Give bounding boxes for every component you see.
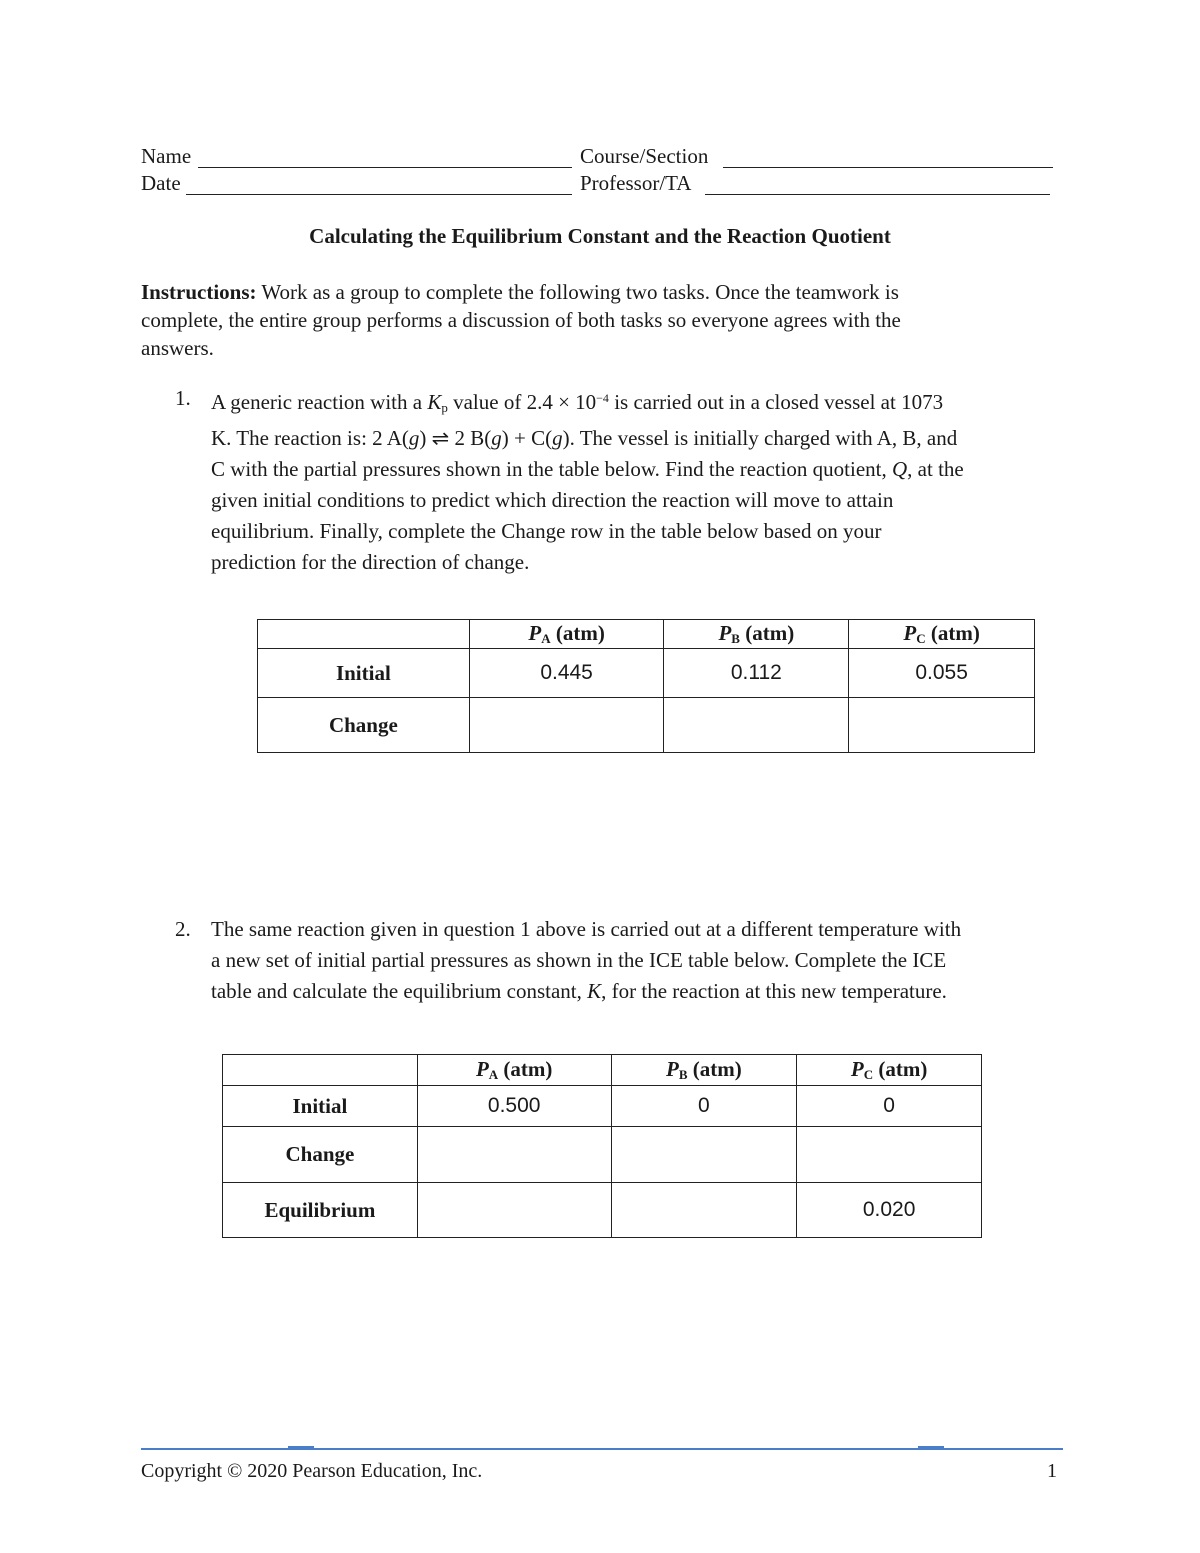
table-1-corner-cell [258, 620, 470, 649]
name-label: Name [141, 144, 192, 168]
page-title: Calculating the Equilibrium Constant and the Reaction Quotient [309, 224, 891, 248]
table-2-change-pb[interactable] [611, 1127, 797, 1183]
instructions [141, 278, 1061, 362]
table-2-equilibrium-pa[interactable] [417, 1183, 611, 1238]
q2-line-2: a new set of initial partial pressures as shown in the ICE table below. Complete the ICE [211, 948, 947, 972]
table-1 [257, 619, 1035, 753]
course-section-field-line[interactable] [723, 167, 1053, 168]
q1-line-4: given initial conditions to predict which direction the reaction will move to attain [211, 488, 894, 512]
table-row [223, 1086, 982, 1127]
q1-line-5: equilibrium. Finally, complete the Change row in the table below based on your [211, 519, 882, 543]
table-1-header-pc: $P_C$ (atm) [849, 620, 1035, 649]
table-1-change-pb[interactable] [664, 698, 849, 753]
q1-line-1: A generic reaction with a $K_p$ value of $2.4 \times 10^{-4}$ is carried out in a closed vessel at 1073 [211, 390, 944, 415]
copyright-notice: Copyright © 2020 Pearson Education, Inc. [141, 1460, 483, 1482]
table-2-equilibrium-pb[interactable] [611, 1183, 797, 1238]
instructions-label: Instructions: [141, 280, 257, 304]
table-2-header-row [223, 1055, 982, 1086]
table-2-row-label-initial: Initial [223, 1086, 418, 1127]
professor-ta-label: Professor/TA [580, 171, 692, 195]
q2-line-3: table and calculate the equilibrium constant, K, for the reaction at this new temperature. [211, 979, 947, 1003]
table-2-change-pa[interactable] [417, 1127, 611, 1183]
date-label: Date [141, 171, 181, 195]
table-row [223, 1127, 982, 1183]
table-2-header-pb: $P_B$ (atm) [611, 1055, 797, 1086]
table-2-corner-cell [223, 1055, 418, 1086]
q1-line-2: K. The reaction is: 2 A(g) ⇌ 2 B(g) + C(g). The vessel is initially charged with A, B, and [211, 426, 958, 450]
table-2 [222, 1054, 982, 1238]
table-1-change-pa[interactable] [469, 698, 664, 753]
table-1-change-pc[interactable] [849, 698, 1035, 753]
table-1-row-label-change: Change [258, 698, 470, 753]
table-2-row-label-change: Change [223, 1127, 418, 1183]
table-1-header-pb: $P_B$ (atm) [664, 620, 849, 649]
question-2-number: 2. [175, 917, 191, 941]
question-2-text [211, 914, 1081, 1007]
page-number: 1 [1047, 1460, 1057, 1482]
table-2-equilibrium-pc: 0.020 [797, 1183, 982, 1238]
table-1-header-pa: $P_A$ (atm) [469, 620, 664, 649]
professor-ta-field-line[interactable] [705, 194, 1050, 195]
table-2-row-label-equilibrium: Equilibrium [223, 1183, 418, 1238]
table-row [223, 1183, 982, 1238]
table-1-row-label-initial: Initial [258, 649, 470, 698]
table-row [258, 649, 1035, 698]
question-1-text [211, 383, 1081, 578]
table-2-header-pa: $P_A$ (atm) [417, 1055, 611, 1086]
q1-line-6: prediction for the direction of change. [211, 550, 530, 574]
instructions-line-3: answers. [141, 336, 214, 360]
table-1-initial-pc: 0.055 [849, 649, 1035, 698]
table-1-header-row [258, 620, 1035, 649]
q1-line-3: C with the partial pressures shown in the table below. Find the reaction quotient, Q, at the [211, 457, 964, 481]
course-section-label: Course/Section [580, 144, 709, 168]
footer-rule-accent-left [288, 1446, 314, 1449]
date-field-line[interactable] [186, 194, 572, 195]
instructions-line-2: complete, the entire group performs a discussion of both tasks so everyone agrees with the [141, 308, 901, 332]
table-2-header-pc: $P_C$ (atm) [797, 1055, 982, 1086]
question-1-number: 1. [175, 386, 191, 410]
instructions-line-1: Instructions: Work as a group to complete the following two tasks. Once the teamwork is [141, 280, 899, 304]
name-field-line[interactable] [198, 167, 572, 168]
table-2-change-pc[interactable] [797, 1127, 982, 1183]
q2-line-1: The same reaction given in question 1 above is carried out at a different temperature with [211, 917, 962, 941]
footer-rule-accent-right [918, 1446, 944, 1449]
table-2-initial-pb: 0 [611, 1086, 797, 1127]
table-row [258, 698, 1035, 753]
table-1-initial-pa: 0.445 [469, 649, 664, 698]
table-2-initial-pa: 0.500 [417, 1086, 611, 1127]
table-2-initial-pc: 0 [797, 1086, 982, 1127]
table-1-initial-pb: 0.112 [664, 649, 849, 698]
